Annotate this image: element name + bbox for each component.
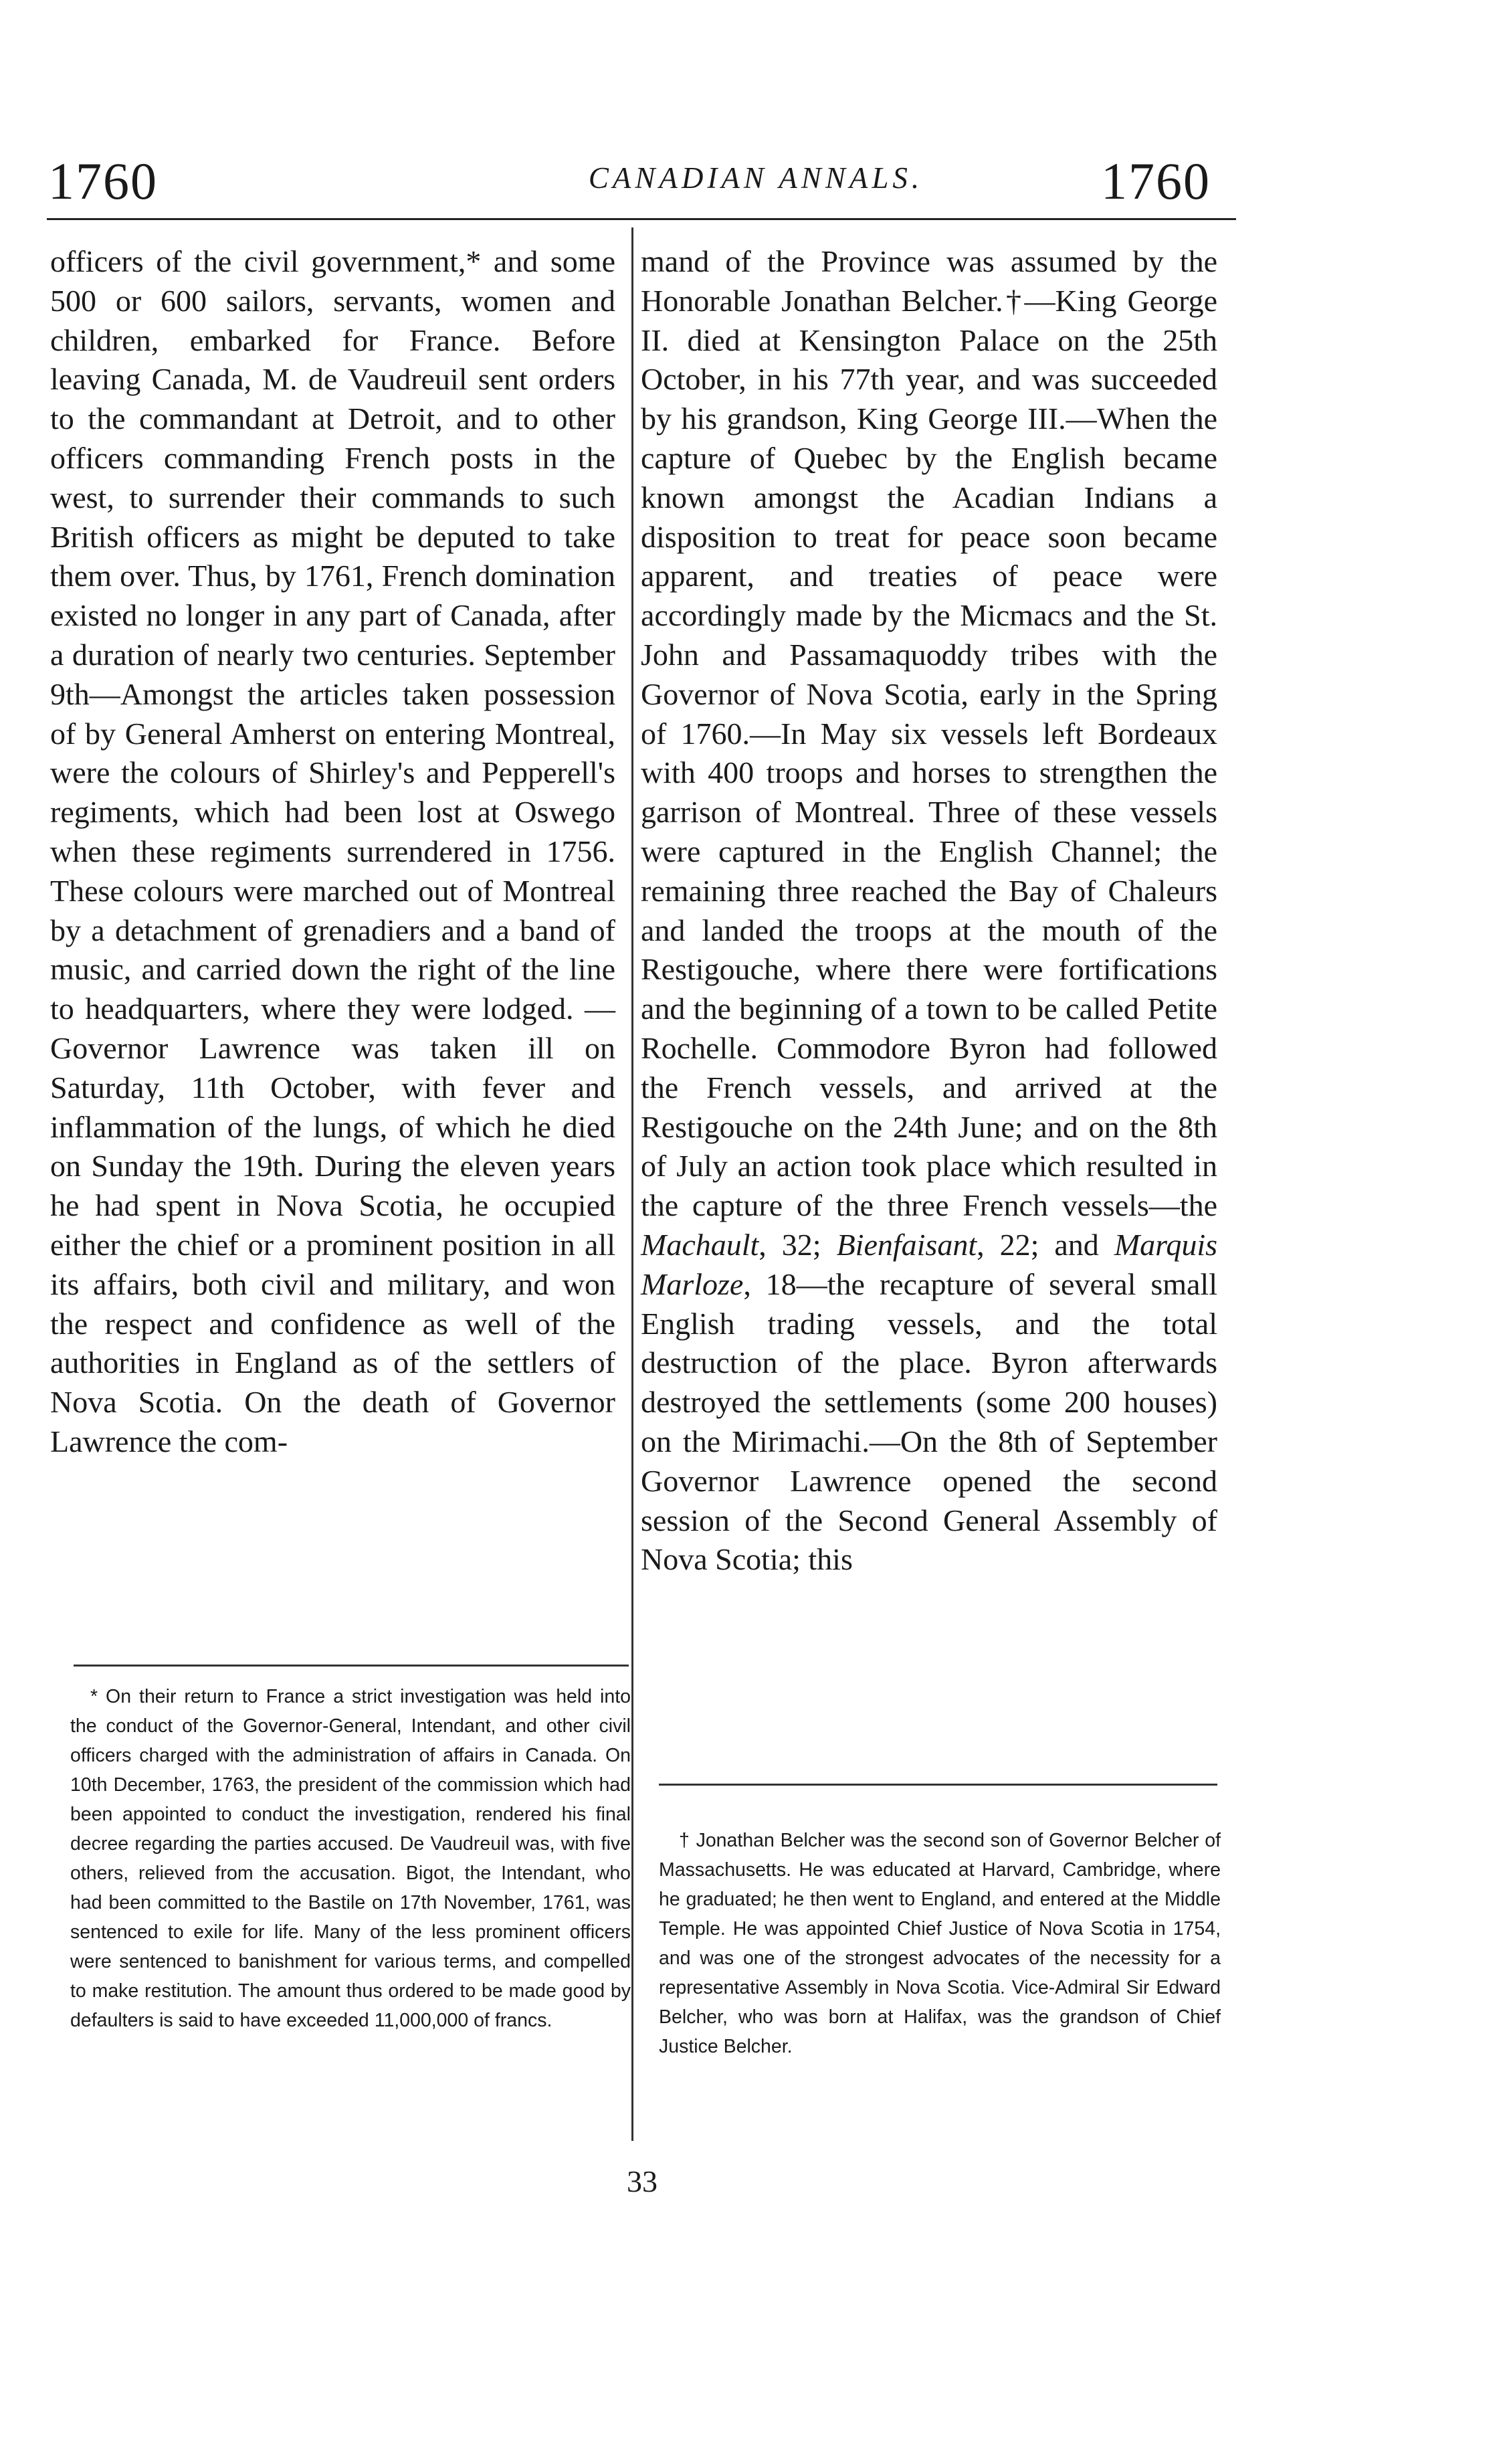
right-column-text-part-4: , 18—the recapture of several small English trading vessels, and the total destruction of the place. Byron afterwards destroyed the settlements (some 200 houses) on the Mirimachi.—On the 8th of September Governor Lawrence opened the second session of the Second General Assembly of Nova Scotia; this <box>641 1266 1217 1577</box>
running-title: CANADIAN ANNALS. <box>588 161 924 195</box>
page-number: 33 <box>627 2164 658 2198</box>
right-column-text-part-3: , 22; and <box>977 1227 1114 1262</box>
right-column-text-part-1: mand of the Province was assumed by the Honorable Jonathan Belcher.†—King George II. died at Kensington Palace on the 25th October, in his 77th year, and was succeeded by his grandson, King George III.—When the capture of Quebec by the English became known amongst the Acadian Indians a disposition to treat for peace soon became apparent, and treaties of peace were accordingly made by the Micmacs and the St. John and Passamaquoddy tribes with the Governor of Nova Scotia, early in the Spring of 1760.—In May six vessels left Bordeaux with 400 troops and horses to strengthen the garrison of Montreal. Three of these vessels were captured in the English Channel; the remaining three reached the Bay of Chaleurs and landed the troops at the mouth of the Restigouche, where there were fortifications and the beginning of a town to be called Petite Rochelle. Commodore Byron had followed the French vessels, and arrived at the Restigouche on the 24th June; and on the 8th of July an action took place which resulted in the capture of the three French vessels—the <box>641 244 1217 1223</box>
footnote-rule-left <box>74 1665 629 1667</box>
footnote-rule-right <box>659 1784 1217 1786</box>
header-year-left: 1760 <box>48 152 158 210</box>
right-column-text-part-2: , 32; <box>759 1227 837 1262</box>
header-year-right: 1760 <box>1101 152 1211 210</box>
ship-name-machault: Machault <box>641 1227 759 1262</box>
right-column-text <box>641 242 1217 1580</box>
header-rule <box>47 218 1236 220</box>
footnote-left: * On their return to France a strict investigation was held into the conduct of the Governor-General, Intendant, and other civil officers charged with the administration of affairs in Canada. On 10th December, 1763, the president of the commission which had been appointed to conduct the investigation, rendered his final decree regarding the parties accused. De Vaudreuil was, with five others, relieved from the accusation. Bigot, the Intendant, who had been committed to the Bastile on 17th November, 1761, was sentenced to exile for life. Many of the less prominent officers were sentenced to banishment for various terms, and compelled to make restitution. The amount thus ordered to be made good by defaulters is said to have exceeded 11,000,000 of francs. <box>70 1686 631 2031</box>
column-divider <box>631 227 633 2141</box>
left-column-text: officers of the civil government,* and some 500 or 600 sailors, servants, women and children, embarked for France. Before leaving Canada, M. de Vaudreuil sent orders to the commandant at Detroit, and to other officers commanding French posts in the west, to surrender their commands to such British officers as might be deputed to take them over. Thus, by 1761, French domination existed no longer in any part of Canada, after a duration of nearly two centuries. September 9th—Amongst the articles taken possession of by General Amherst on entering Montreal, were the colours of Shirley's and Pepperell's regiments, which had been lost at Oswego when these regiments surrendered in 1756. These colours were marched out of Montreal by a detachment of grenadiers and a band of music, and carried down the right of the line to headquarters, where they were lodged. — Governor Lawrence was taken ill on Saturday, 11th October, with fever and inflammation of the lungs, of which he died on Sunday the 19th. During the eleven years he had spent in Nova Scotia, he occupied either the chief or a prominent position in all its affairs, both civil and military, and won the respect and confidence as well of the authorities in England as of the settlers of Nova Scotia. On the death of Governor Lawrence the com- <box>50 244 615 1458</box>
ship-name-bienfaisant: Bienfaisant <box>836 1227 977 1262</box>
ship-name-marquis-marloze: Marquis Marloze <box>641 1227 1218 1301</box>
footnote-right: † Jonathan Belcher was the second son of Governor Belcher of Massachusetts. He was educated at Harvard, Cambridge, where he graduated; he then went to England, and entered at the Middle Temple. He was appointed Chief Justice of Nova Scotia in 1754, and was one of the strongest advocates of the necessity for a representative Assembly in Nova Scotia. Vice-Admiral Sir Edward Belcher, who was born at Halifax, was the grandson of Chief Justice Belcher. <box>659 1830 1221 2057</box>
